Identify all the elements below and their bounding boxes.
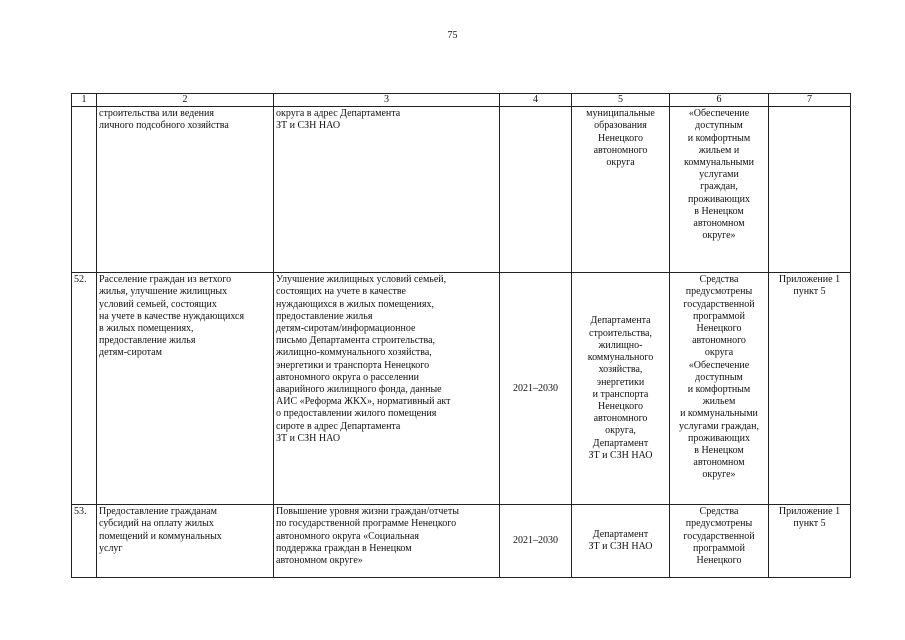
indicator-cell: Улучшение жилищных условий семьей, состоящих на учете в качестве нуждающихся в жилых помещениях, предоставление жилья детям-сиротам/информационное письмо Департамента строительства, жилищно-коммунального хозяйства, энергетики и транспорта Ненецкого автономного округа о расселении аварийного жилищного фонда, данные АИС «Реформа ЖКХ», нормативный акт о предоставлении жилого помещения сироте в адрес Департамента ЗТ и СЗН НАО	[274, 273, 500, 505]
program-table	[71, 93, 851, 578]
indicator-cell: округа в адрес Департамента ЗТ и СЗН НАО	[274, 107, 500, 273]
financing-cell: Средства предусмотрены государственной программой Ненецкого автономного округа «Обеспечение доступным и комфортным жильем и коммунальными услугами граждан, проживающих в Ненецком автономном округе»	[670, 273, 769, 505]
period-cell	[500, 107, 572, 273]
column-header-6: 6	[670, 94, 769, 107]
indicator-cell: Повышение уровня жизни граждан/отчеты по государственной программе Ненецкого автономного округа «Социальная поддержка граждан в Ненецком автономном округе»	[274, 505, 500, 578]
row-number: 53.	[72, 505, 97, 578]
financing-cell: «Обеспечение доступным и комфортным жильем и коммунальными услугами граждан, проживающих в Ненецком автономном округе»	[670, 107, 769, 273]
note-cell: Приложение 1 пункт 5	[769, 273, 851, 505]
column-number-row	[72, 94, 851, 107]
event-cell: Расселение граждан из ветхого жилья, улучшение жилищных условий семьей, состоящих на учете в качестве нуждающихся в жилых помещениях, предоставление жилья детям-сиротам	[97, 273, 274, 505]
note-cell: Приложение 1 пункт 5	[769, 505, 851, 578]
executor-cell: муниципальные образования Ненецкого автономного округа	[572, 107, 670, 273]
period-cell: 2021–2030	[500, 505, 572, 578]
column-header-4: 4	[500, 94, 572, 107]
row-number	[72, 107, 97, 273]
page-number: 75	[447, 30, 458, 41]
event-cell: Предоставление гражданам субсидий на оплату жилых помещений и коммунальных услуг	[97, 505, 274, 578]
row-number: 52.	[72, 273, 97, 505]
financing-cell: Средства предусмотрены государственной программой Ненецкого	[670, 505, 769, 578]
period-cell: 2021–2030	[500, 273, 572, 505]
column-header-5: 5	[572, 94, 670, 107]
table-row	[72, 273, 851, 505]
event-cell: строительства или ведения личного подсобного хозяйства	[97, 107, 274, 273]
column-header-1: 1	[72, 94, 97, 107]
note-cell	[769, 107, 851, 273]
column-header-2: 2	[97, 94, 274, 107]
table-row	[72, 505, 851, 578]
table-row	[72, 107, 851, 273]
column-header-3: 3	[274, 94, 500, 107]
executor-cell: Департамента строительства, жилищно- коммунального хозяйства, энергетики и транспорта Ненецкого автономного округа, Департамент ЗТ и СЗН НАО	[572, 273, 670, 505]
column-header-7: 7	[769, 94, 851, 107]
executor-cell: Департамент ЗТ и СЗН НАО	[572, 505, 670, 578]
